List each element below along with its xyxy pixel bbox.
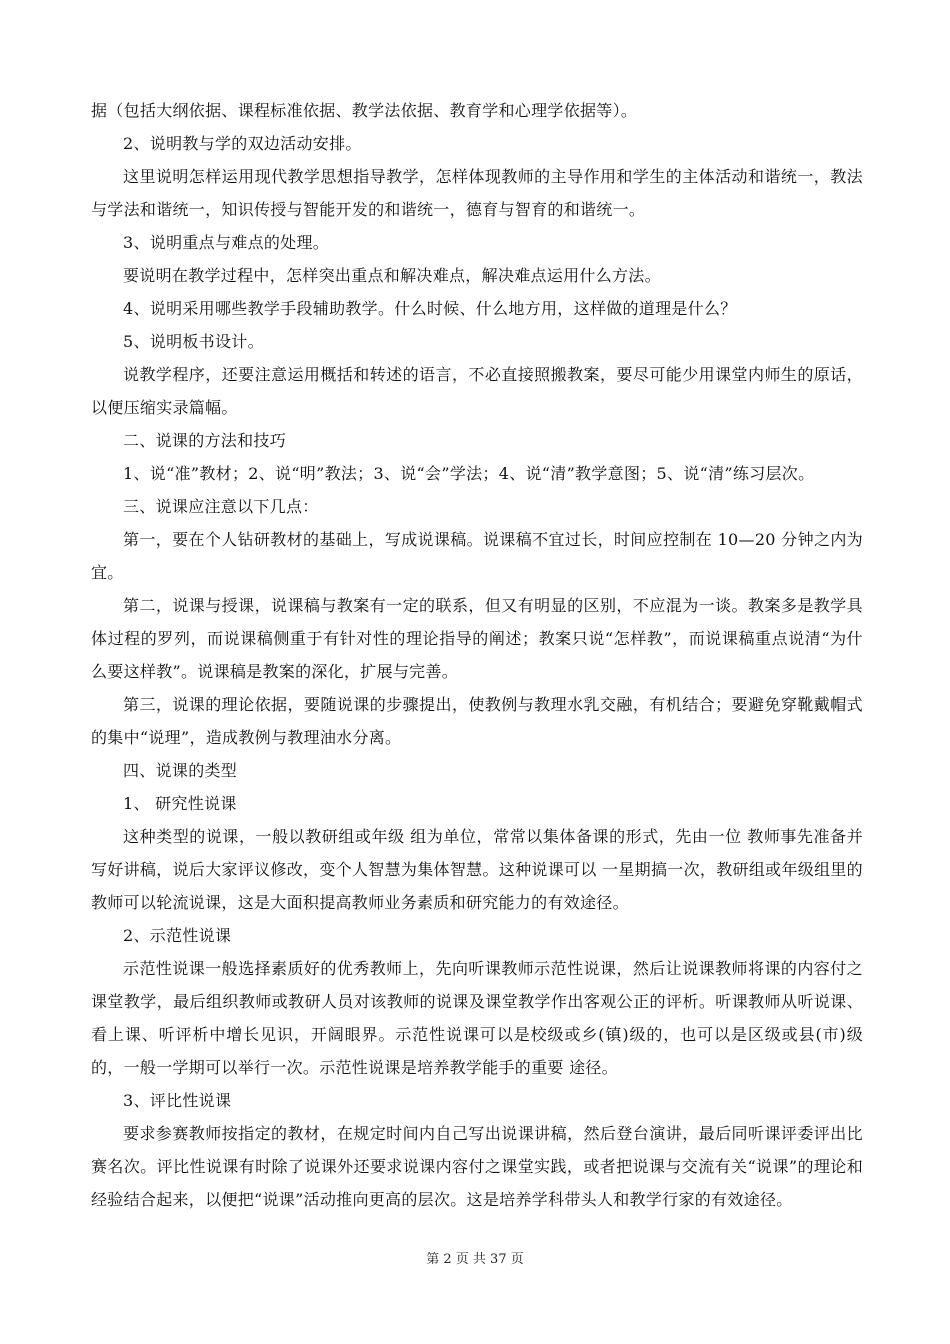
paragraph: 要说明在教学过程中，怎样突出重点和解决难点，解决难点运用什么方法。 — [123, 266, 661, 285]
page-footer: 第 2 页 共 37 页 — [426, 1252, 524, 1267]
paragraph: 四、说课的类型 — [123, 761, 238, 780]
paragraph: 三、说课应注意以下几点： — [123, 497, 319, 516]
paragraph: 第二，说课与授课，说课稿与教案有一定的联系，但又有明显的区别，不应混为一谈。教案多是教学具体过程的罗列，而说课稿侧重于有针对性的理论指导的阐述；教案只说“怎样教”，而说课稿重点说清“为什么要这样教”。说课稿是教案的深化，扩展与完善。 — [91, 596, 863, 681]
paragraph: 据（包括大纲依据、课程标准依据、教学法依据、教育学和心理学依据等）。 — [91, 101, 638, 120]
paragraph: 说教学程序，还要注意运用概括和转述的语言，不必直接照搬教案，要尽可能少用课堂内师生的原话，以便压缩实录篇幅。 — [91, 365, 863, 417]
paragraph: 示范性说课一般选择素质好的优秀教师上，先向听课教师示范性说课，然后让说课教师将课的内容付之课堂教学，最后组织教师或教研人员对该教师的说课及课堂教学作出客观公正的评析。听课教师从听说课、看上课、听评析中增长见识，开阔眼界。示范性说课可以是校级或乡(镇)级的，也可以是区级或县(市)级的，一般一学期可以举行一次。示范性说课是培养教学能手的重要 途径。 — [91, 959, 863, 1077]
paragraph: 第一，要在个人钻研教材的基础上，写成说课稿。说课稿不宜过长，时间应控制在 10—20 分钟之内为宜。 — [91, 530, 863, 582]
paragraph: 这种类型的说课，一般以教研组或年级 组为单位，常常以集体备课的形式，先由一位 教师事先准备并写好讲稿，说后大家评议修改，变个人智慧为集体智慧。这种说课可以 一星期搞一次，教研组或年级组里的教师可以轮流说课，这是大面积提高教师业务素质和研究能力的有效途径。 — [91, 827, 863, 912]
paragraph: 2、示范性说课 — [123, 926, 232, 945]
paragraph: 1、 研究性说课 — [123, 794, 237, 813]
paragraph: 3、评比性说课 — [123, 1091, 232, 1110]
paragraph: 这里说明怎样运用现代教学思想指导教学，怎样体现教师的主导作用和学生的主体活动和谐统一，教法与学法和谐统一，知识传授与智能开发的和谐统一，德育与智育的和谐统一。 — [91, 167, 863, 219]
paragraph: 1、说“准”教材；2、说“明”教法；3、说“会”学法；4、说“清”教学意图；5、说“清”练习层次。 — [123, 464, 815, 483]
paragraph: 4、说明采用哪些教学手段辅助教学。什么时候、什么地方用，这样做的道理是什么？ — [123, 299, 737, 318]
paragraph: 2、说明教与学的双边活动安排。 — [123, 134, 362, 153]
paragraph: 5、说明板书设计。 — [123, 332, 264, 351]
paragraph: 3、说明重点与难点的处理。 — [123, 233, 330, 252]
paragraph: 二、说课的方法和技巧 — [123, 431, 287, 450]
document-body — [91, 94, 863, 1216]
paragraph: 要求参赛教师按指定的教材，在规定时间内自己写出说课讲稿，然后登台演讲，最后同听课评委评出比赛名次。评比性说课有时除了说课外还要求说课内容付之课堂实践，或者把说课与交流有关“说课”的理论和经验结合起来，以便把“说课”活动推向更高的层次。这是培养学科带头人和教学行家的有效途径。 — [91, 1124, 863, 1209]
paragraph: 第三，说课的理论依据，要随说课的步骤提出，使教例与教理水乳交融，有机结合；要避免穿靴戴帽式的集中“说理”，造成教例与教理油水分离。 — [91, 695, 863, 747]
